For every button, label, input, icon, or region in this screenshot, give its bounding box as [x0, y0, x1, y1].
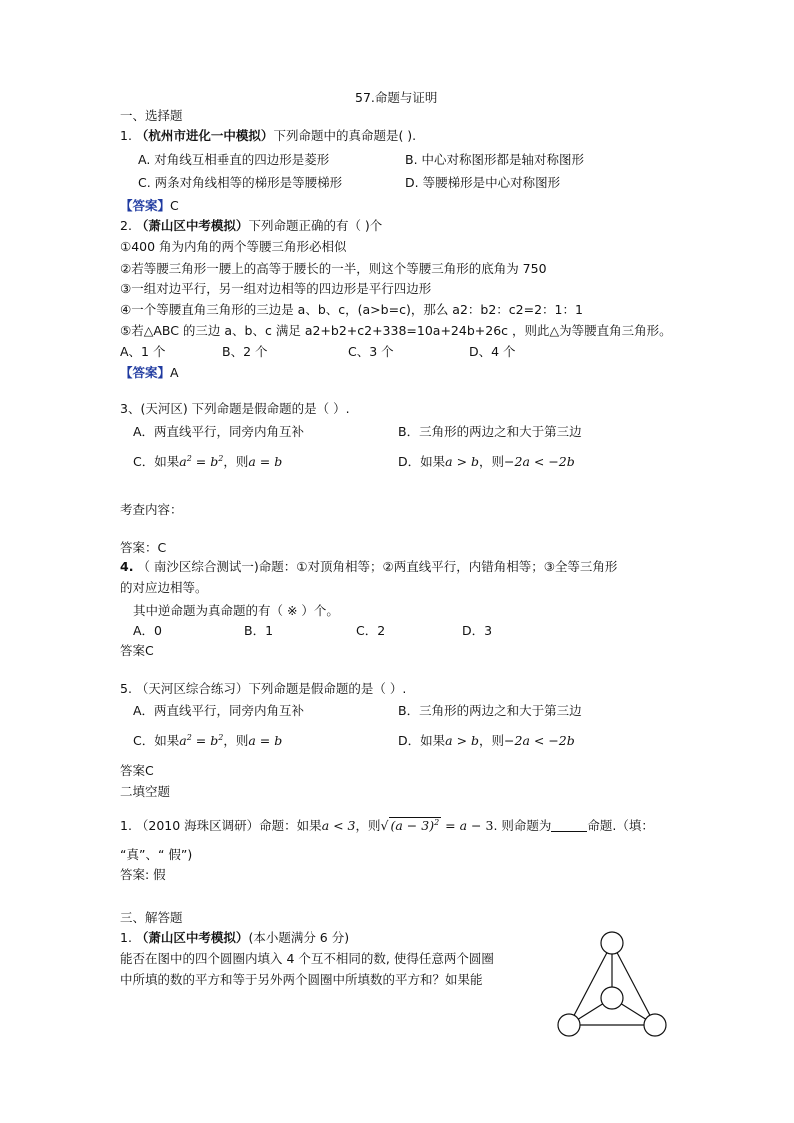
question-4-line3: 其中逆命题为真命题的有（ ※ ）个。 — [133, 603, 339, 618]
fill-question-1: 1. （2010 海珠区调研）命题：如果a < 3，则√ $(a - 3)^2 = a - 3$. 则命题为 命题.（填： — [120, 817, 654, 833]
option-b: B．1 — [244, 623, 274, 638]
triangle-edge-left — [569, 943, 612, 1025]
option-d: D．3 — [462, 623, 493, 638]
question-4-line2: 的对应边相等。 — [120, 580, 208, 595]
question-source: （萧山区中考模拟） — [135, 218, 249, 233]
solve-question-1 — [120, 930, 349, 946]
question-note: (本小题满分 6 分) — [248, 930, 350, 945]
option-c: C．如果$a^2 = b^2$，则a = b — [133, 453, 283, 469]
answer-value: A — [170, 365, 179, 380]
option-b: B. 中心对称图形都是轴对称图形 — [405, 152, 585, 167]
option-d: D、4 个 — [469, 344, 516, 359]
option-a: A、1 个 — [120, 344, 166, 359]
option-a: A．0 — [133, 623, 163, 638]
answer-tag: 【答案】 — [120, 198, 171, 213]
answer-line: 答案C — [120, 643, 154, 658]
question-number: 1. — [120, 128, 132, 143]
circle-center — [601, 987, 623, 1009]
answer-line: 答案: 假 — [120, 867, 166, 882]
answer-blank — [551, 819, 587, 832]
statement-5: ⑤若△ABC 的三边 a、b、c 满足 a2+b2+c2+338=10a+24b+26c ，则此△为等腰直角三角形。 — [120, 323, 672, 338]
answer-line — [120, 198, 179, 214]
answer-line: 答案C — [120, 763, 154, 778]
formula: √ $(a - 3)^2 = a - 3$ — [380, 817, 494, 833]
circle-bottom-right — [644, 1014, 666, 1036]
statement-3: ③一组对边平行，另一组对边相等的四边形是平行四边形 — [120, 281, 432, 296]
question-stem: 下列命题中的真命题是( ). — [273, 128, 417, 143]
question-number: 1. — [120, 930, 132, 945]
circle-bottom-left — [558, 1014, 580, 1036]
question-source: （杭州市进化一中模拟） — [135, 128, 274, 143]
option-a: A．两直线平行，同旁内角互补 — [133, 424, 305, 439]
statement-1: ①400 角为内角的两个等腰三角形必相似 — [120, 239, 347, 254]
answer-value: C — [170, 198, 179, 213]
option-b: B．三角形的两边之和大于第三边 — [398, 703, 582, 718]
formula: −2a < −2b — [504, 733, 575, 748]
formula: −2a < −2b — [504, 454, 575, 469]
option-c: C．如果$a^2 = b^2$，则a = b — [133, 732, 283, 748]
question-4: 4. （ 南沙区综合测试一)命题：①对顶角相等；②两直线平行，内错角相等；③全等三角形 — [120, 559, 618, 574]
question-source: （萧山区中考模拟） — [135, 930, 249, 945]
review-content: 考查内容： — [120, 502, 183, 517]
statement-4: ④一个等腰直角三角形的三边是 a、b、c，(a>b=c)，那么 a2：b2：c2=2：1：1 — [120, 302, 583, 317]
question-3: 3、(天河区) 下列命题是假命题的是（ ）. — [120, 401, 350, 416]
option-c: C、3 个 — [348, 344, 394, 359]
page-title: 57.命题与证明 — [355, 90, 438, 105]
formula: a > b — [445, 454, 480, 469]
question-stem: 下列命题正确的有（ )个 — [248, 218, 383, 233]
question-5: 5. （天河区综合练习）下列命题是假命题的是（ ）. — [120, 681, 407, 696]
option-d: D．如果a > b，则−2a < −2b — [398, 733, 575, 748]
fill-question-1-line2: “真”、“ 假”) — [120, 847, 193, 862]
answer-tag: 【答案】 — [120, 365, 171, 380]
triangle-edge-right — [612, 943, 655, 1025]
formula: a < 3 — [321, 818, 356, 833]
formula: a = b — [248, 733, 283, 748]
option-b: B、2 个 — [222, 344, 268, 359]
solve-question-1-line1: 能否在图中的四个圆圈内填入 4 个互不相同的数, 使得任意两个圆圈 — [120, 951, 494, 966]
statement-2: ②若等腰三角形一腰上的高等于腰长的一半，则这个等腰三角形的底角为 750 — [120, 261, 547, 276]
option-b: B．三角形的两边之和大于第三边 — [398, 424, 582, 439]
option-a: A．两直线平行，同旁内角互补 — [133, 703, 305, 718]
formula: a = b — [248, 454, 283, 469]
option-d: D．如果a > b，则−2a < −2b — [398, 454, 575, 469]
circle-top — [601, 932, 623, 954]
formula: $a^2 = b^2$ — [179, 453, 224, 469]
question-number: 4. — [120, 559, 134, 574]
section-3-heading: 三、解答题 — [120, 910, 183, 925]
solve-question-1-line2: 中所填的数的平方和等于另外两个圆圈中所填数的平方和？如果能 — [120, 972, 483, 987]
option-a: A. 对角线互相垂直的四边形是菱形 — [138, 152, 330, 167]
question-1 — [120, 128, 416, 144]
option-d: D. 等腰梯形是中心对称图形 — [405, 175, 561, 190]
section-2-heading: 二填空题 — [120, 784, 171, 799]
circle-triangle-diagram — [548, 922, 676, 1044]
formula: $a^2 = b^2$ — [179, 732, 224, 748]
formula: a > b — [445, 733, 480, 748]
question-number: 2. — [120, 218, 132, 233]
question-2 — [120, 218, 382, 234]
answer-line: 答案：C — [120, 540, 167, 555]
section-1-heading: 一、选择题 — [120, 108, 183, 123]
answer-line — [120, 365, 179, 381]
option-c: C．2 — [356, 623, 386, 638]
option-c: C. 两条对角线相等的梯形是等腰梯形 — [138, 175, 343, 190]
